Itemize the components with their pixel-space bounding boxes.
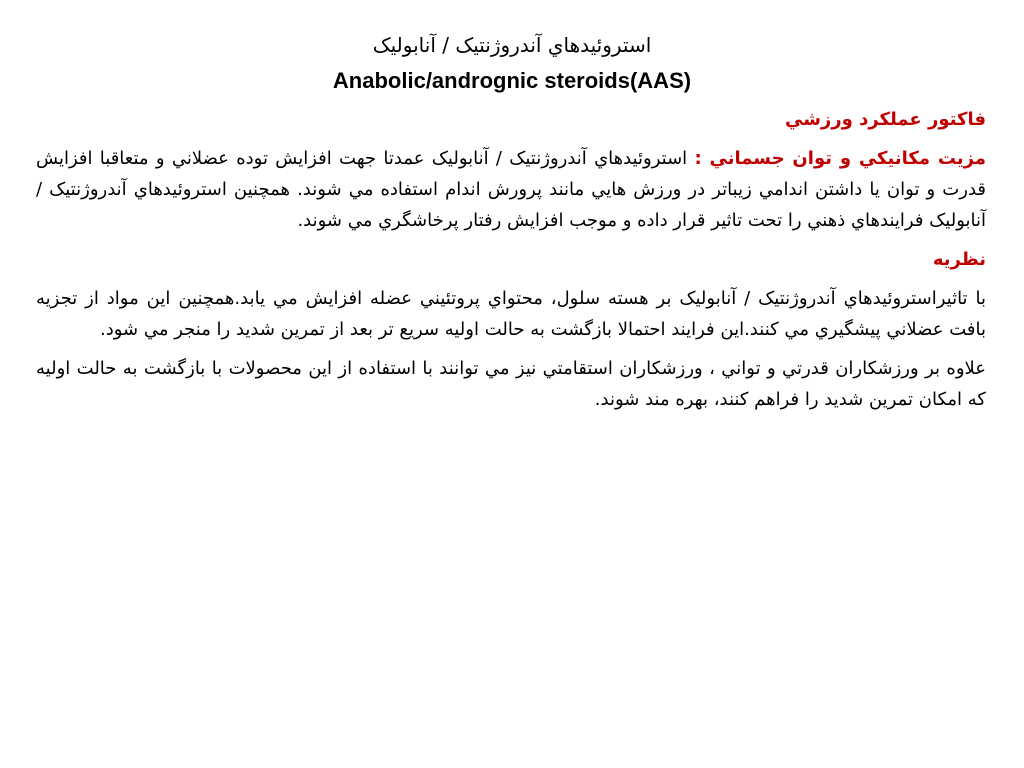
slide-title-persian: استروئيدهاي آندروژنتيک / آنابوليک [372, 33, 652, 57]
paragraph-mechanical-advantage [36, 139, 986, 240]
paragraph-theory-1: با تاثيراستروئيدهاي آندروژنتيک / آنابوليک بر هسته سلول، محتواي پروتئيني عضله افزايش مي يابد.همچنين اين مواد از تجزيه بافت عضلاني پيشگيري مي کنند.اين فرايند احتمالا بازگشت به حالت اوليه سريع تر بعد از تمرين شديد را منجر مي شود. [36, 288, 986, 340]
section-heading-theory: نظريه [932, 249, 986, 270]
section-heading-athletic-performance: فاکتور عملکرد ورزشي [785, 109, 986, 130]
slide-content [36, 100, 986, 419]
slide-title-english: Anabolic/andrognic steroids(AAS) [332, 68, 692, 93]
paragraph-text: استروئيدهاي آندروژنتيک / آنابوليک عمدتا جهت افزايش توده عضلاني و متعاقبا افزايش قدرت و توان يا داشتن اندامي زيباتر در ورزش هايي مانند پرورش اندام استفاده مي شوند. همچنين استروئيدهاي آندروژنتيک / آنابوليک فرايندهاي ذهني را تحت تاثير قرار داده و موجب افزايش رفتار پرخاشگري مي شوند. [36, 148, 986, 231]
paragraph-lead-label: مزيت مکانيکي و توان جسماني : [694, 148, 986, 169]
paragraph-theory-2: علاوه بر ورزشکاران قدرتي و تواني ، ورزشکاران استقامتي نيز مي توانند با استفاده از اين محصولات با بازگشت به حالت اوليه که امکان تمرين شديد را فراهم کنند، بهره مند شوند. [36, 358, 986, 410]
